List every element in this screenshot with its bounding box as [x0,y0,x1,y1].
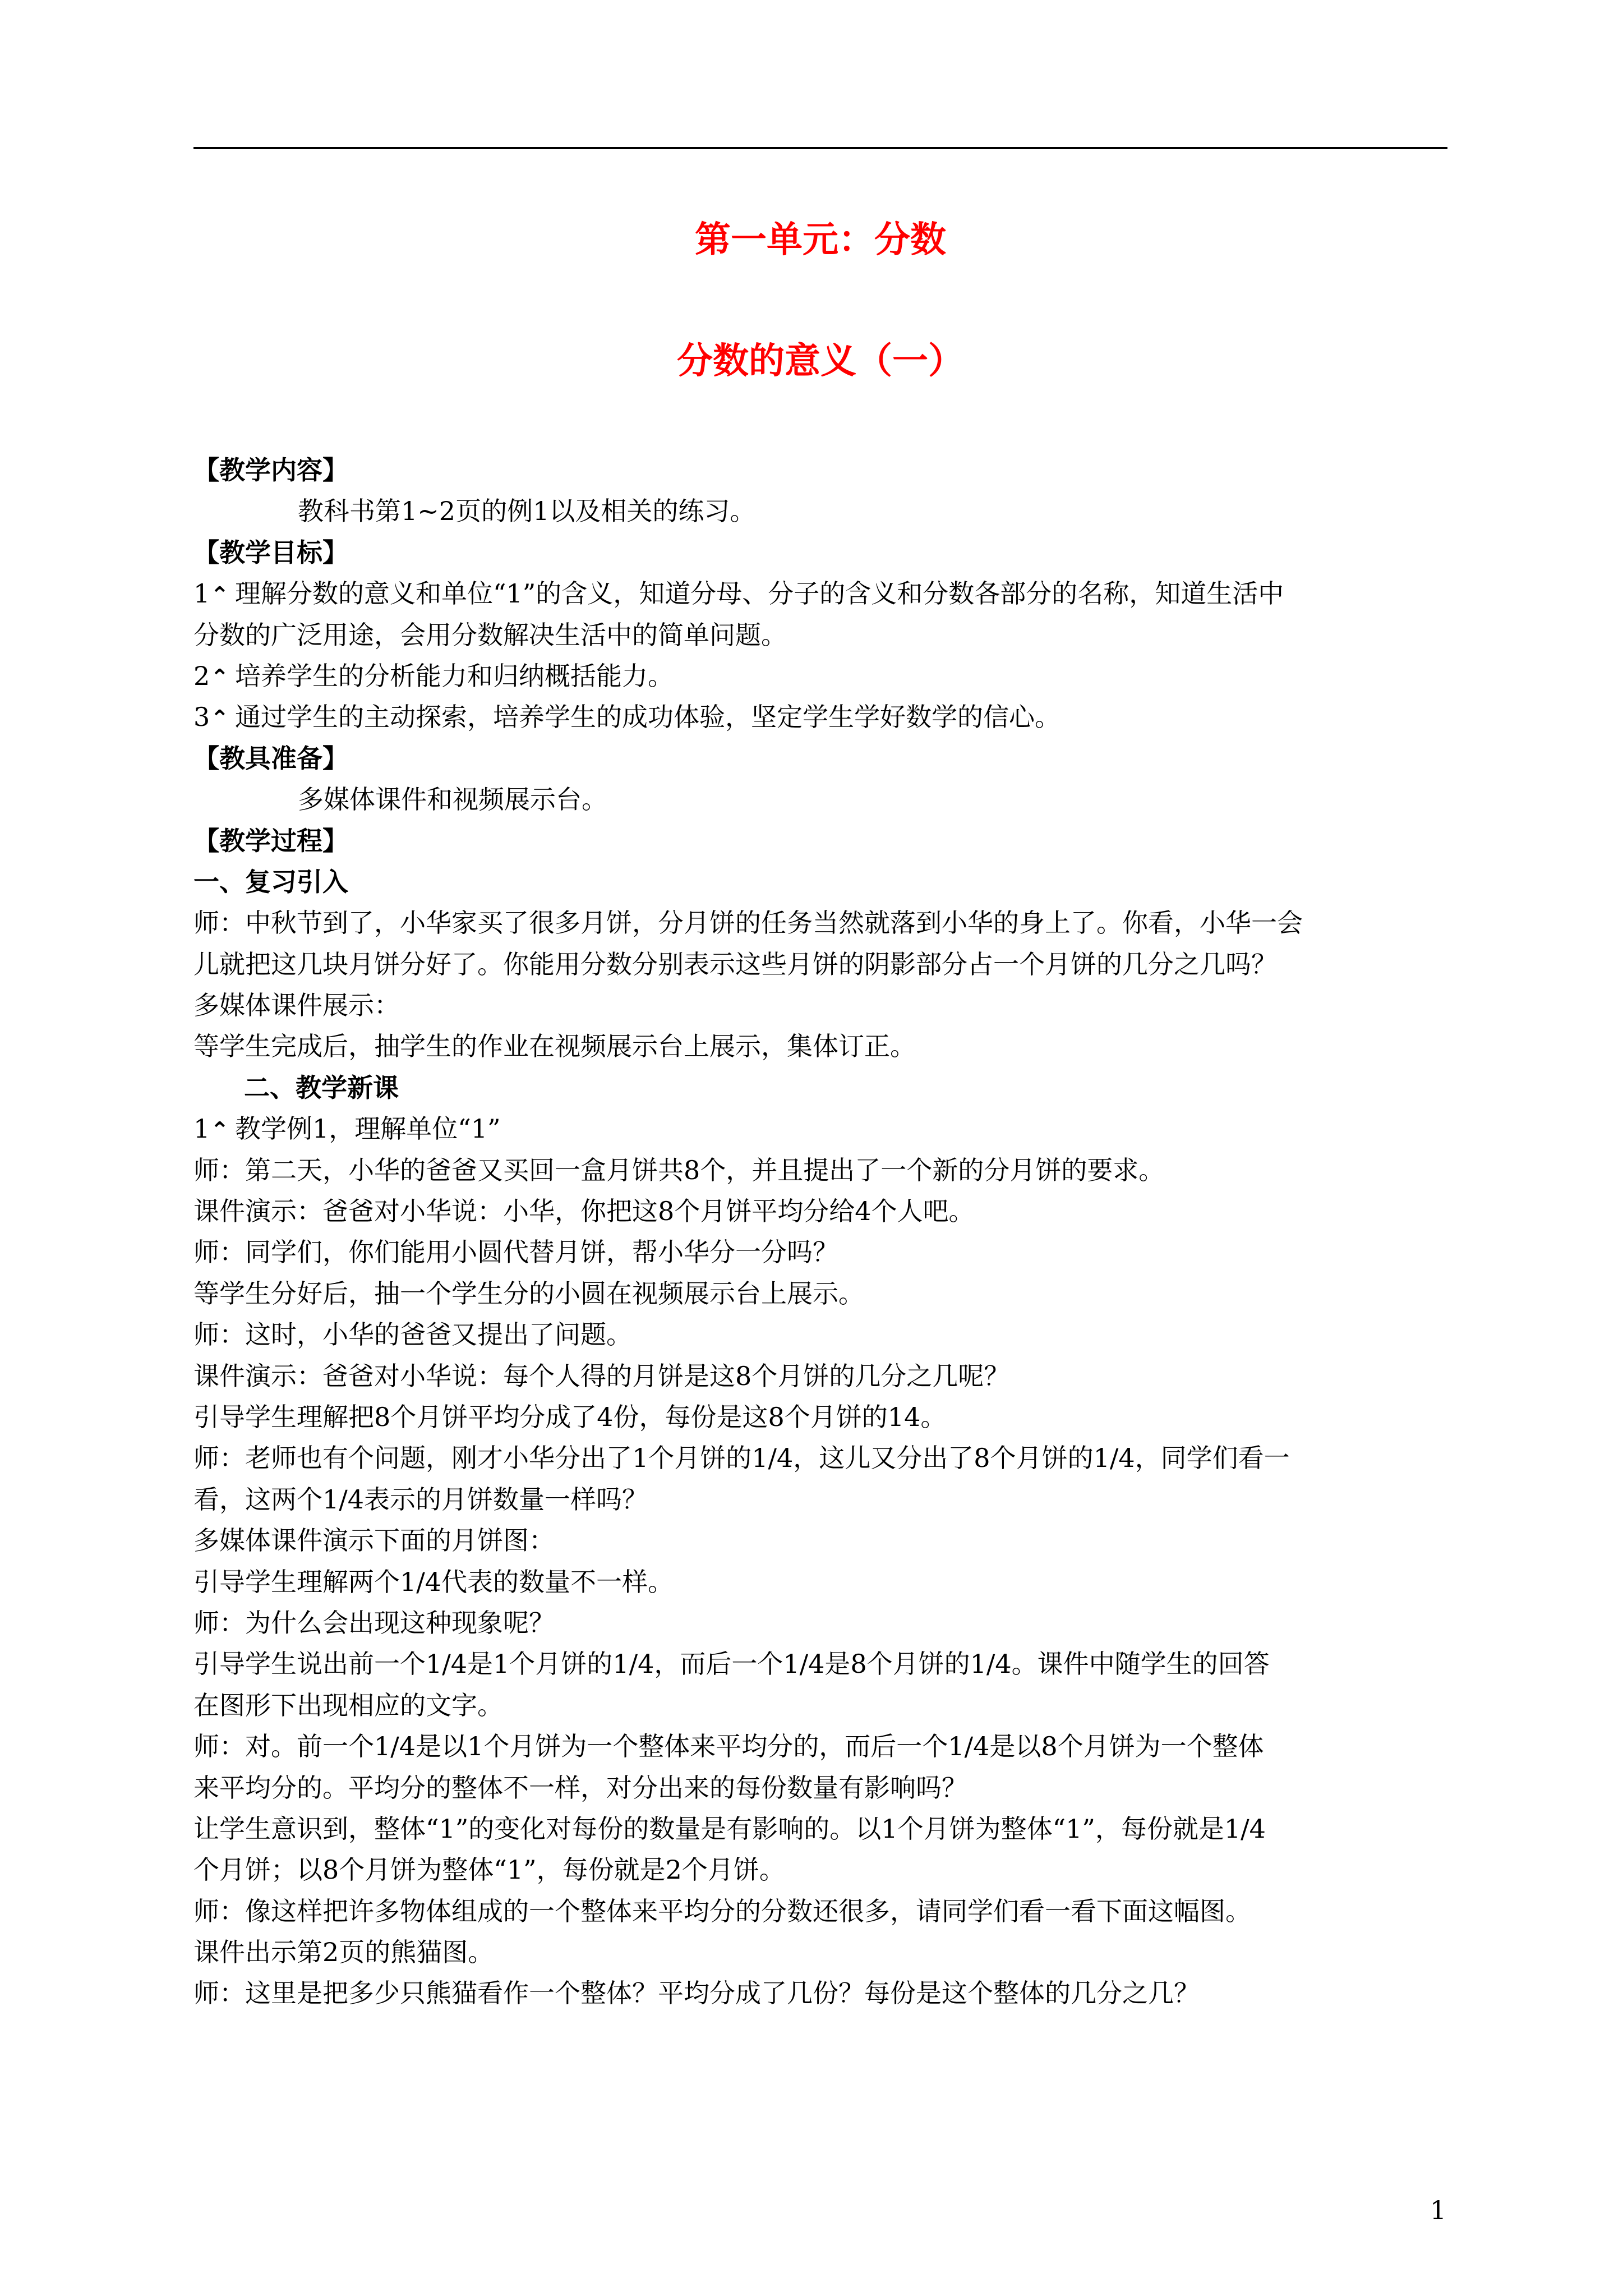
paragraph-line: 师：第二天，小华的爸爸又买回一盒月饼共8个，并且提出了一个新的分月饼的要求。 [193,1154,1165,1185]
caret-icon: ⌃ [210,1117,229,1144]
goal-1-number: 1 [193,578,210,609]
paragraph-line: 课件出示第2页的熊猫图。 [193,1937,494,1968]
paragraph-line: 让学生意识到，整体“1”的变化对每份的数量是有影响的。以1个月饼为整体“1”，每份就是1/4 [193,1813,1266,1844]
paragraph-line: 个月饼；以8个月饼为整体“1”，每份就是2个月饼。 [193,1855,785,1885]
goal-3 [193,697,1447,738]
paragraph-line: 等学生分好后，抽一个学生分的小圆在视频展示台上展示。 [193,1278,864,1309]
paragraph-line: 师：像这样把许多物体组成的一个整体来平均分的分数还很多，请同学们看一看下面这幅图。 [193,1895,1251,1926]
paragraph-line: 师：中秋节到了，小华家买了很多月饼，分月饼的任务当然就落到小华的身上了。你看，小华一会 [193,908,1303,938]
page-number: 1 [1430,2195,1446,2225]
goal-1-text: 理解分数的意义和单位“1”的含义，知道分母、分子的含义和分数各部分的名称，知道生活中 [235,578,1284,609]
paragraph-line: 多媒体课件演示下面的月饼图： [193,1525,555,1556]
paragraph-line: 师：对。前一个1/4是以1个月饼为一个整体来平均分的，而后一个1/4是以8个月饼为一个整体 [193,1731,1264,1762]
goal-3-number: 3 [193,702,210,733]
unit-title: 第一单元：分数 [695,219,946,261]
section-heading-teaching-goals: 【教学目标】 [193,537,348,568]
step-1 [193,1108,1447,1149]
caret-icon: ⌃ [210,664,229,691]
paragraph-line: 引导学生说出前一个1/4是1个月饼的1/4，而后一个1/4是8个月饼的1/4。课件中随学生的回答 [193,1649,1270,1680]
paragraph-line: 引导学生理解两个1/4代表的数量不一样。 [193,1566,674,1597]
section-heading-teaching-content: 【教学内容】 [193,455,348,485]
document-body [193,450,1447,2014]
step-1-number: 1 [193,1114,210,1144]
paragraph-line: 课件演示：爸爸对小华说：小华，你把这8个月饼平均分给4个人吧。 [193,1196,975,1227]
paragraph-line: 在图形下出现相应的文字。 [193,1690,503,1720]
goal-1-line-2: 分数的广泛用途，会用分数解决生活中的简单问题。 [193,619,787,650]
teaching-content-text: 教科书第1~2页的例1以及相关的练习。 [298,496,756,527]
paragraph-line: 儿就把这几块月饼分好了。你能用分数分别表示这些月饼的阴影部分占一个月饼的几分之几吗？ [193,949,1277,979]
paragraph-line: 来平均分的。平均分的整体不一样，对分出来的每份数量有影响吗？ [193,1772,967,1803]
paragraph-line: 引导学生理解把8个月饼平均分成了4份，每份是这8个月饼的14。 [193,1401,947,1432]
paragraph-line: 师：这时，小华的爸爸又提出了问题。 [193,1319,632,1350]
paragraph-line: 多媒体课件展示： [193,990,400,1021]
goal-2 [193,656,1447,697]
paragraph-line: 师：老师也有个问题，刚才小华分出了1个月饼的1/4，这儿又分出了8个月饼的1/4，同学们看一 [193,1443,1290,1474]
section-heading-teaching-process: 【教学过程】 [193,825,348,856]
caret-icon: ⌃ [210,706,229,732]
header-rule [193,147,1447,149]
goal-2-number: 2 [193,660,210,691]
paragraph-line: 师：这里是把多少只熊猫看作一个整体？平均分成了几份？每份是这个整体的几分之几？ [193,1978,1200,2009]
part-2-heading: 二、教学新课 [244,1072,399,1103]
lesson-title: 分数的意义（一） [677,340,964,382]
paragraph-line: 课件演示：爸爸对小华说：每个人得的月饼是这8个月饼的几分之几呢？ [193,1360,1010,1391]
step-1-text: 教学例1，理解单位“1” [235,1114,501,1144]
caret-icon: ⌃ [210,582,229,609]
paragraph-line: 师：同学们，你们能用小圆代替月饼，帮小华分一分吗？ [193,1237,838,1268]
part-1-heading: 一、复习引入 [193,866,348,897]
paragraph-line: 看，这两个1/4表示的月饼数量一样吗？ [193,1484,648,1515]
goal-1-line-1 [193,573,1447,614]
goal-2-text: 培养学生的分析能力和归纳概括能力。 [235,660,674,691]
teaching-aids-text: 多媒体课件和视频展示台。 [298,784,607,815]
paragraph-line: 等学生完成后，抽学生的作业在视频展示台上展示，集体订正。 [193,1031,916,1062]
section-heading-teaching-aids: 【教具准备】 [193,743,348,774]
goal-3-text: 通过学生的主动探索，培养学生的成功体验，坚定学生学好数学的信心。 [235,702,1061,733]
paragraph-line: 师：为什么会出现这种现象呢？ [193,1607,555,1638]
